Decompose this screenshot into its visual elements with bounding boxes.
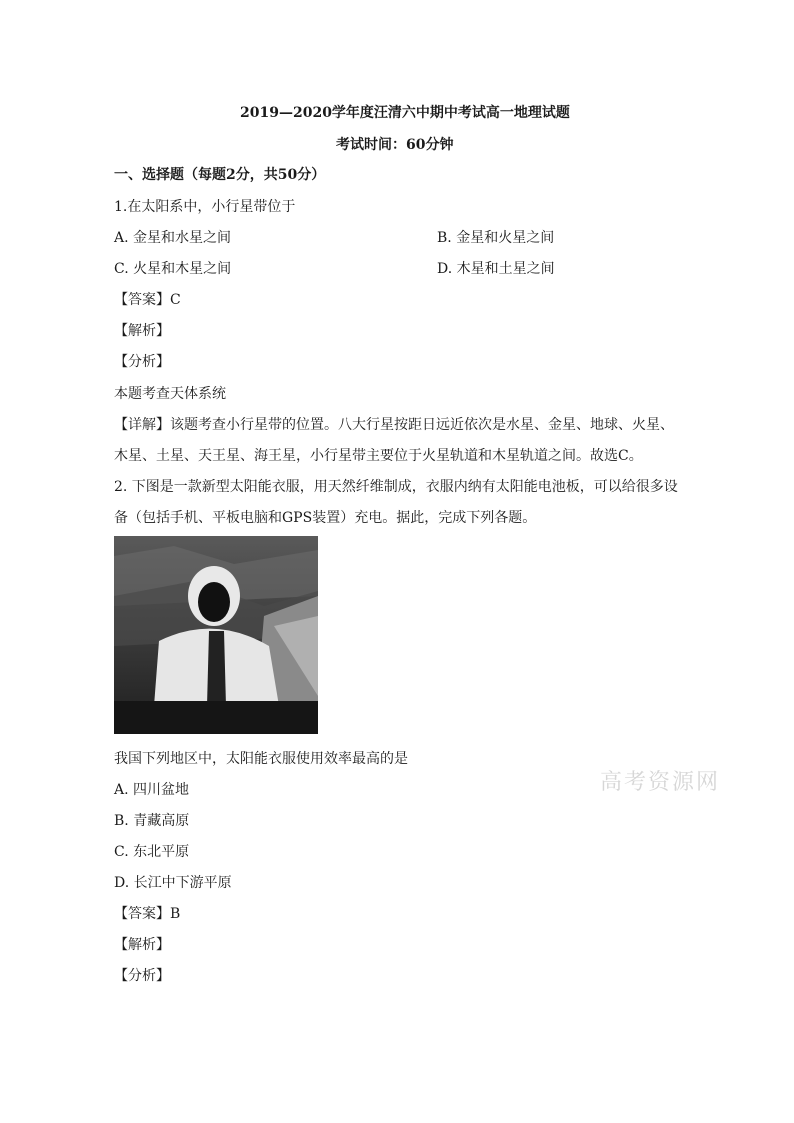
solar-clothing-photo [114,536,318,734]
q1-option-b: B. 金星和火星之间 [437,230,555,246]
q2-answer: 【答案】B [114,906,181,922]
q2-option-d: D. 长江中下游平原 [114,875,232,891]
photo-illustration [114,536,318,734]
document-title: 2019—2020学年度汪清六中期中考试高一地理试题 [240,105,570,121]
q1-fenxi: 【分析】 [114,354,170,370]
section-heading: 一、选择题（每题2分，共50分） [114,167,326,183]
q1-option-d: D. 木星和土星之间 [437,261,555,277]
q2-jiexi: 【解析】 [114,937,170,953]
q2-intro-line1: 2. 下图是一款新型太阳能衣服，用天然纤维制成，衣服内纳有太阳能电池板，可以给很多设 [114,479,678,495]
q1-fenxi-text: 本题考查天体系统 [114,386,226,402]
q2-stem: 我国下列地区中，太阳能衣服使用效率最高的是 [114,751,408,767]
q2-option-a: A. 四川盆地 [114,782,190,798]
q2-intro-line2: 备（包括手机、平板电脑和GPS装置）充电。据此，完成下列各题。 [114,510,537,526]
watermark: 高考资源网 [600,770,721,795]
q1-option-c: C. 火星和木星之间 [114,261,232,277]
q1-option-a: A. 金星和水星之间 [114,230,232,246]
q2-option-c: C. 东北平原 [114,844,190,860]
q1-jiexi: 【解析】 [114,323,170,339]
q2-option-b: B. 青藏高原 [114,813,190,829]
exam-time: 考试时间：60分钟 [336,137,454,153]
q1-detail-line2: 木星、土星、天王星、海王星，小行星带主要位于火星轨道和木星轨道之间。故选C。 [114,448,643,464]
q1-stem: 1.在太阳系中，小行星带位于 [114,199,296,215]
q2-fenxi: 【分析】 [114,968,170,984]
q1-detail-line1: 【详解】该题考查小行星带的位置。八大行星按距日远近依次是水星、金星、地球、火星、 [114,417,674,433]
q1-answer: 【答案】C [114,292,181,308]
